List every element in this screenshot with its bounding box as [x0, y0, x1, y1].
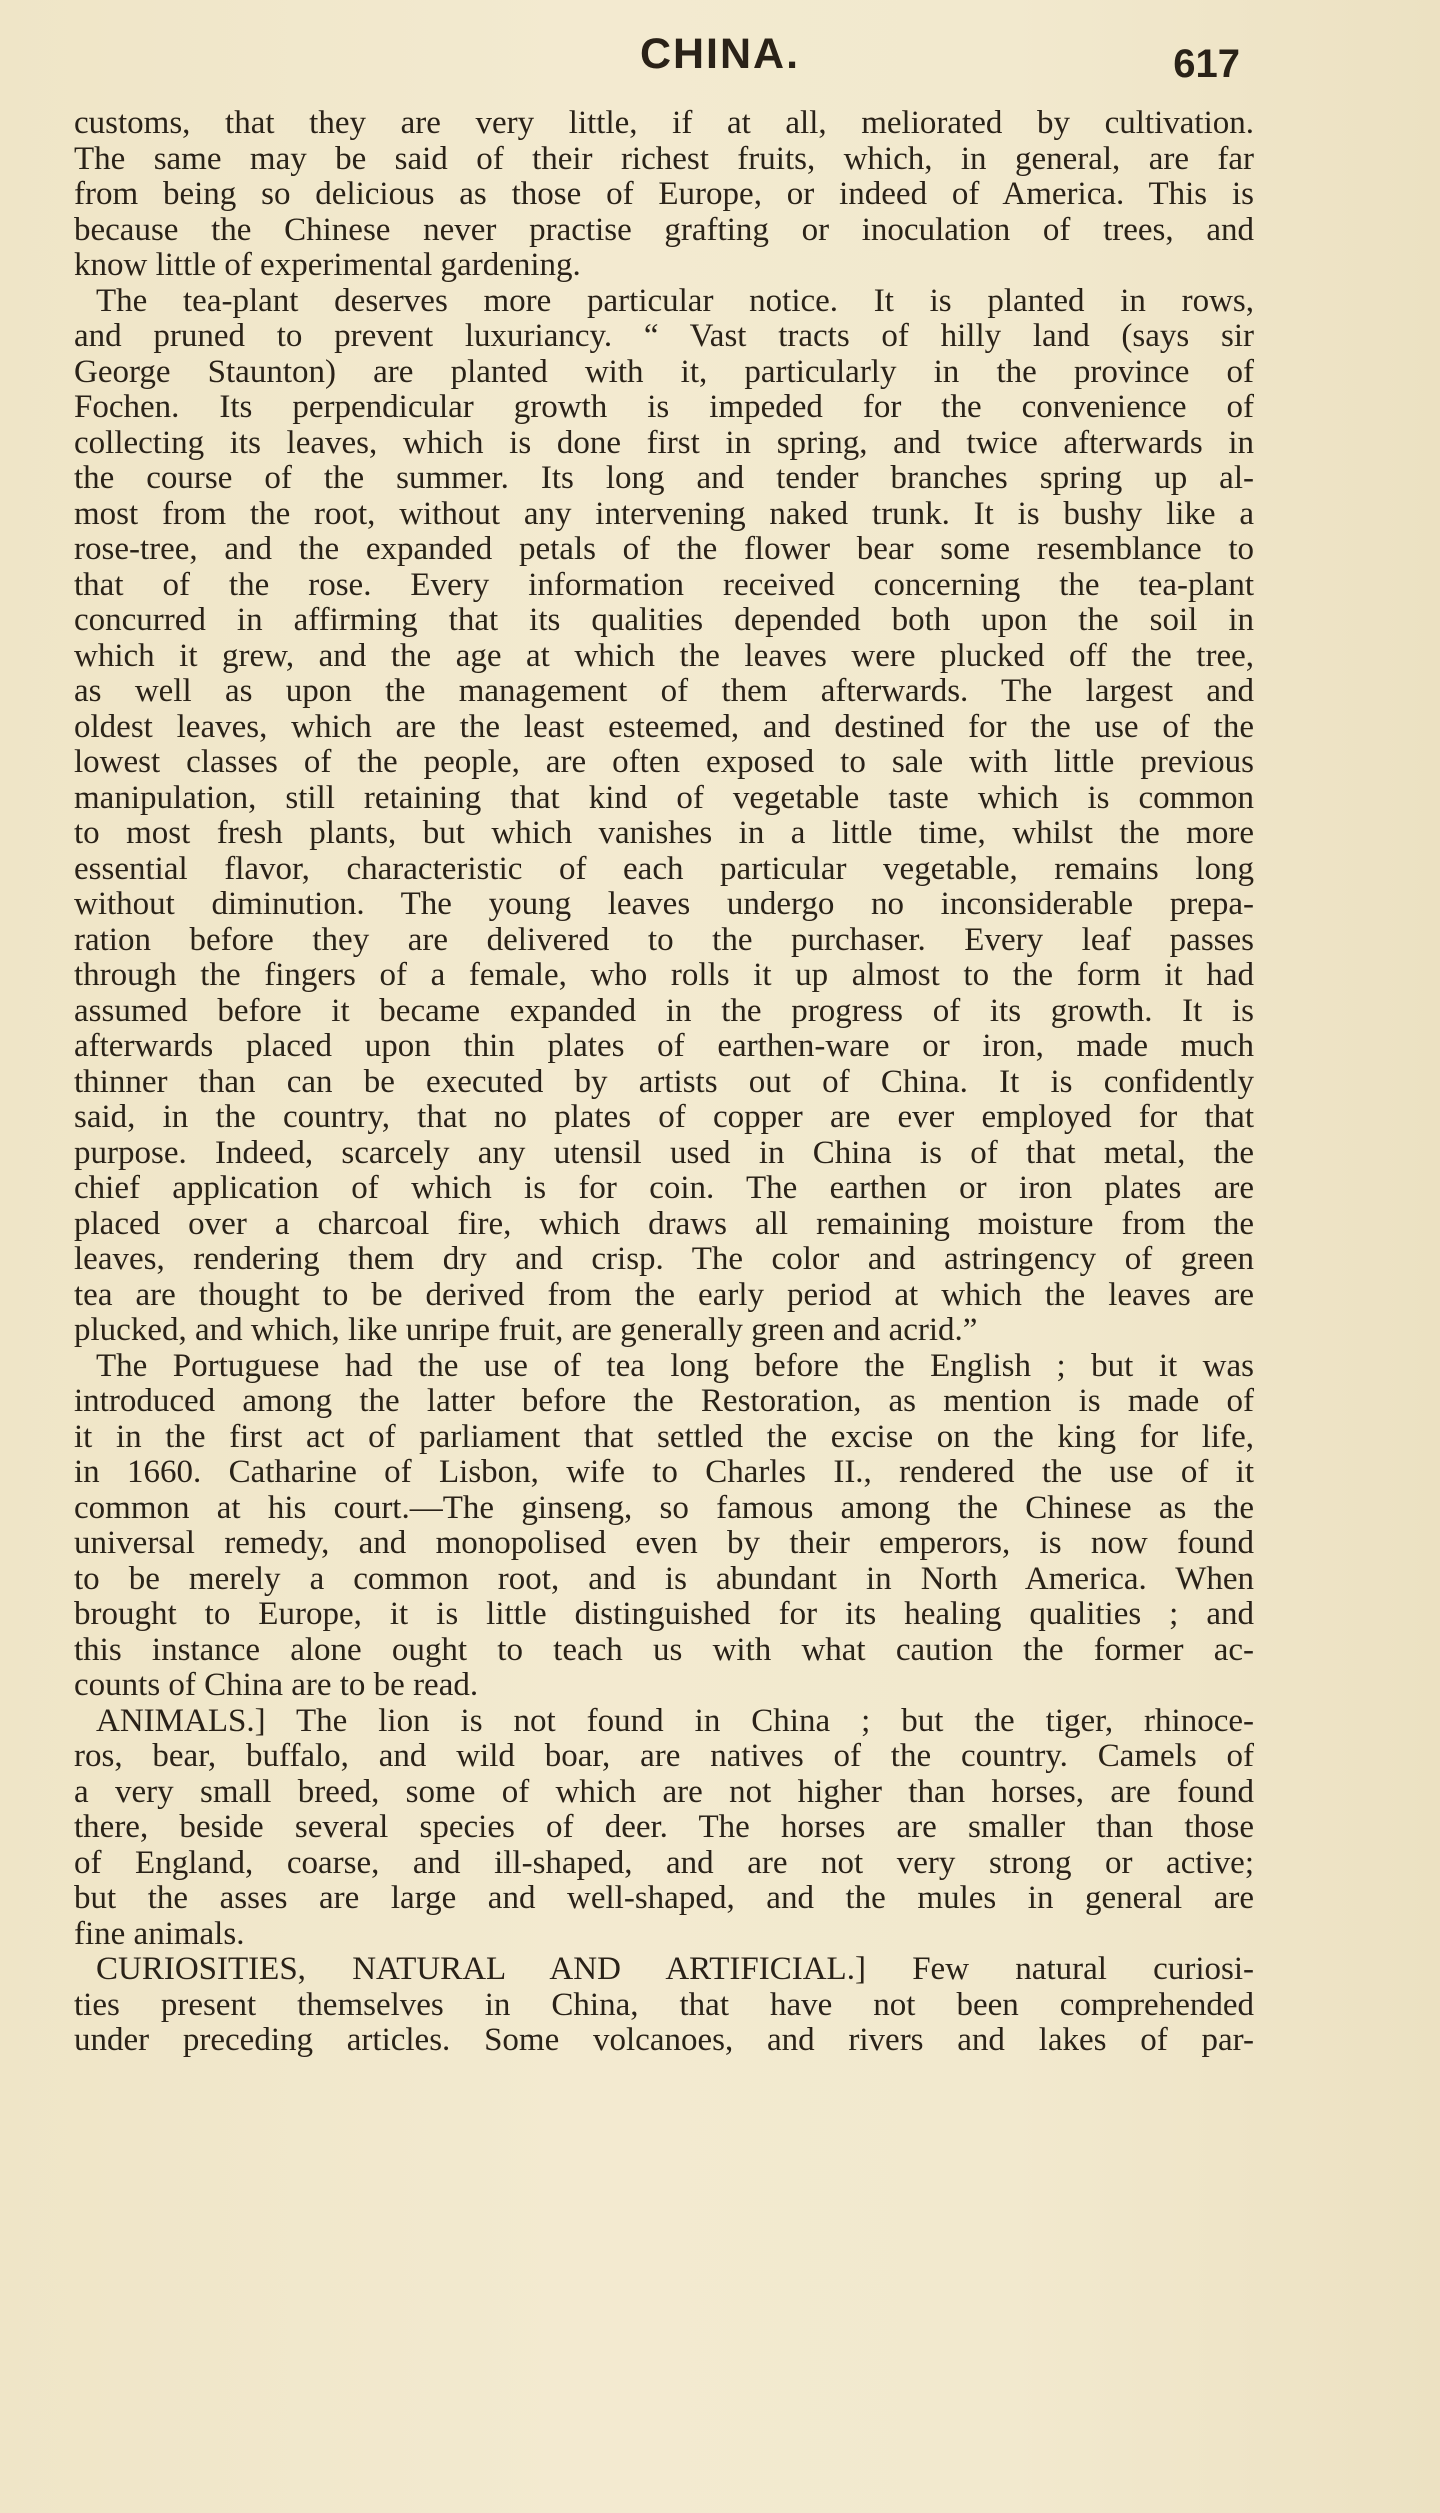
text-line: of England, coarse, and ill-shaped, and are not very strong or active;: [74, 1845, 1254, 1881]
page-number: 617: [1173, 42, 1240, 86]
text-line: without diminution. The young leaves undergo no inconsiderable prepa-: [74, 887, 1254, 922]
text-line: there, beside several species of deer. The horses are smaller than those: [74, 1810, 1254, 1845]
text-line: know little of experimental gardening.: [74, 248, 581, 283]
text-line: most from the root, without any intervening naked trunk. It is bushy like a: [74, 496, 1254, 532]
text-line: ration before they are delivered to the purchaser. Every leaf passes: [74, 922, 1254, 958]
text-line: placed over a charcoal fire, which draws all remaining moisture from the: [74, 1206, 1254, 1242]
body-text: [74, 106, 1254, 2059]
text-line: common at his court.—The ginseng, so famous among the Chinese as the: [74, 1490, 1254, 1526]
text-line: said, in the country, that no plates of copper are ever employed for that: [74, 1100, 1254, 1135]
text-line: customs, that they are very little, if at all, meliorated by cultivation.: [74, 106, 1254, 141]
text-line: to be merely a common root, and is abundant in North America. When: [74, 1561, 1254, 1597]
text-line: from being so delicious as those of Europe, or indeed of America. This is: [74, 177, 1254, 212]
text-line: which it grew, and the age at which the leaves were plucked off the tree,: [74, 638, 1254, 674]
text-line: concurred in affirming that its qualities depended both upon the soil in: [74, 603, 1254, 638]
text-line: leaves, rendering them dry and crisp. The color and astringency of green: [74, 1242, 1254, 1277]
text-line: plucked, and which, like unripe fruit, are generally green and acrid.”: [74, 1313, 978, 1348]
text-line: manipulation, still retaining that kind of vegetable taste which is common: [74, 780, 1254, 816]
text-line: because the Chinese never practise grafting or inoculation of trees, and: [74, 212, 1254, 248]
text-line: The tea-plant deserves more particular notice. It is planted in rows,: [96, 283, 1254, 319]
text-line: this instance alone ought to teach us with what caution the former ac-: [74, 1632, 1254, 1668]
text-line: The Portuguese had the use of tea long before the English ; but it was: [96, 1348, 1254, 1384]
text-line: collecting its leaves, which is done first in spring, and twice afterwards in: [74, 425, 1254, 461]
text-line: Fochen. Its perpendicular growth is impeded for the convenience of: [74, 390, 1254, 425]
text-line: fine animals.: [74, 1916, 245, 1952]
running-title: CHINA.: [639, 30, 801, 78]
text-line: as well as upon the management of them afterwards. The largest and: [74, 674, 1254, 709]
text-line: a very small breed, some of which are not higher than horses, are found: [74, 1774, 1254, 1810]
text-line: afterwards placed upon thin plates of earthen-ware or iron, made much: [74, 1029, 1254, 1064]
text-line: rose-tree, and the expanded petals of the flower bear some resemblance to: [74, 532, 1254, 567]
text-line: it in the first act of parliament that settled the excise on the king for life,: [74, 1419, 1254, 1455]
text-line: through the fingers of a female, who rolls it up almost to the form it had: [74, 958, 1254, 993]
text-line: and pruned to prevent luxuriancy. “ Vast tracts of hilly land (says sir: [74, 319, 1254, 354]
text-line: ANIMALS.] The lion is not found in China ; but the tiger, rhinoce-: [96, 1703, 1254, 1739]
text-line: that of the rose. Every information received concerning the tea-plant: [74, 567, 1254, 603]
text-line: George Staunton) are planted with it, particularly in the province of: [74, 354, 1254, 390]
text-line: counts of China are to be read.: [74, 1668, 479, 1703]
text-line: The same may be said of their richest fruits, which, in general, are far: [74, 141, 1254, 177]
text-line: assumed before it became expanded in the progress of its growth. It is: [74, 993, 1254, 1029]
text-line: under preceding articles. Some volcanoes, and rivers and lakes of par-: [74, 2023, 1254, 2058]
text-line: tea are thought to be derived from the early period at which the leaves are: [74, 1277, 1254, 1313]
text-line: universal remedy, and monopolised even by their emperors, is now found: [74, 1526, 1254, 1561]
text-line: lowest classes of the people, are often exposed to sale with little previous: [74, 745, 1254, 780]
text-line: purpose. Indeed, scarcely any utensil used in China is of that metal, the: [74, 1135, 1254, 1171]
text-line: ros, bear, buffalo, and wild boar, are natives of the country. Camels of: [74, 1739, 1254, 1774]
text-line: thinner than can be executed by artists out of China. It is confidently: [74, 1064, 1254, 1100]
text-line: ties present themselves in China, that have not been comprehended: [74, 1987, 1254, 2023]
text-line: to most fresh plants, but which vanishes in a little time, whilst the more: [74, 816, 1254, 851]
text-line: but the asses are large and well-shaped, and the mules in general are: [74, 1881, 1254, 1916]
text-line: the course of the summer. Its long and tender branches spring up al-: [74, 461, 1254, 496]
text-line: introduced among the latter before the Restoration, as mention is made of: [74, 1384, 1254, 1419]
text-line: essential flavor, characteristic of each particular vegetable, remains long: [74, 851, 1254, 887]
text-line: oldest leaves, which are the least esteemed, and destined for the use of the: [74, 709, 1254, 745]
text-line: chief application of which is for coin. The earthen or iron plates are: [74, 1171, 1254, 1206]
text-line: in 1660. Catharine of Lisbon, wife to Charles II., rendered the use of it: [74, 1455, 1254, 1490]
text-line: brought to Europe, it is little distinguished for its healing qualities ; and: [74, 1597, 1254, 1632]
page-header: [0, 30, 1440, 90]
text-line: CURIOSITIES, NATURAL AND ARTIFICIAL.] Few natural curiosi-: [96, 1952, 1254, 1987]
